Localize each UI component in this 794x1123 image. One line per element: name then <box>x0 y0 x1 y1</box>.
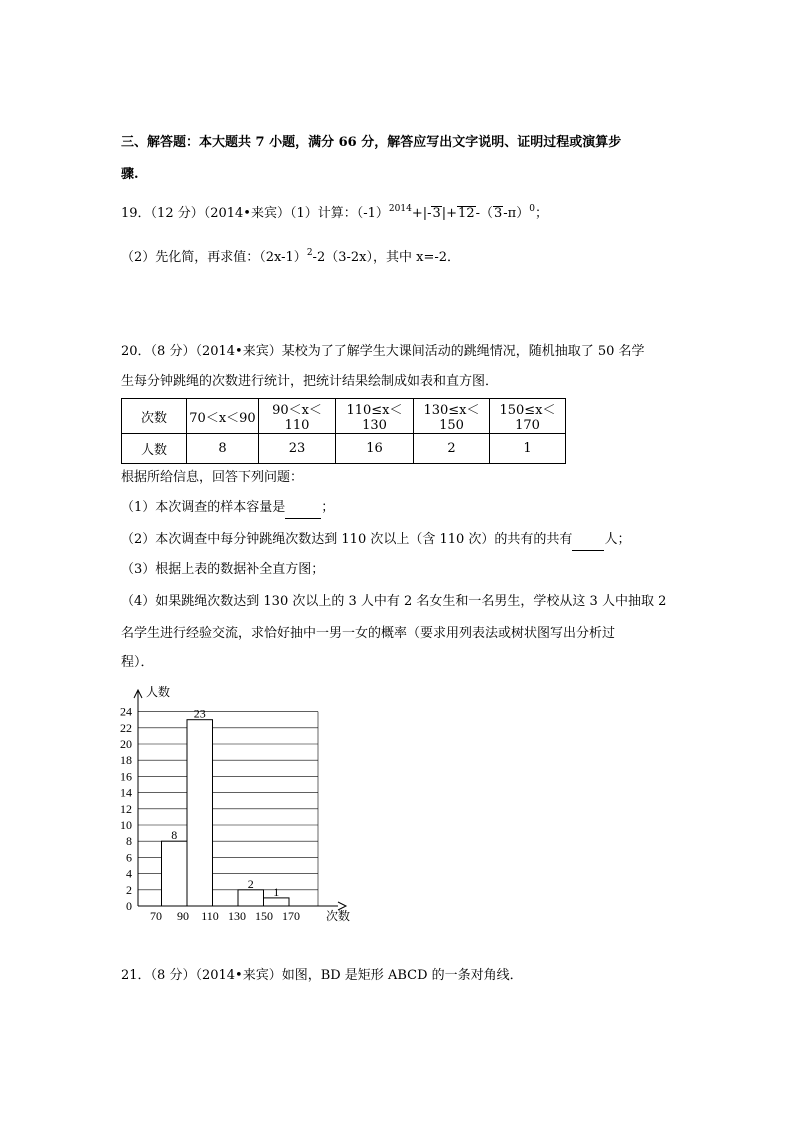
y-tick-label: 12 <box>120 801 132 816</box>
section-heading-cont: 骤. <box>121 167 139 182</box>
table-cell: 8 <box>187 434 259 464</box>
question-20-sub-4c: 程）． <box>121 655 154 670</box>
question-20-intro-2: 生每分钟跳绳的次数进行统计，把统计结果绘制成如表和直方图． <box>121 374 499 389</box>
histogram-bar <box>238 890 264 906</box>
frequency-table <box>121 398 566 464</box>
section-heading: 三、解答题：本大题共 7 小题，满分 66 分，解答应写出文字说明、证明过程或演算步 <box>121 135 622 150</box>
y-tick-label: 8 <box>126 834 132 849</box>
x-tick-label: 170 <box>282 909 300 923</box>
question-21-text: 21．（8 分）（2014•来宾）如图，BD 是矩形 ABCD 的一条对角线． <box>121 968 523 983</box>
table-header-cell: 人数 <box>122 434 187 464</box>
bar-value-label: 2 <box>247 876 254 891</box>
sqrt-3b: 3 <box>494 206 503 221</box>
histogram-bar <box>264 898 290 906</box>
question-19-part-1: 19．（12 分）（2014•来宾）（1）计算：$(-1)^{2014}+|-3|+12-(3-\pi)^0$； <box>121 204 548 221</box>
question-20-sub-2: （2）本次调查中每分钟跳绳次数达到 110 次以上（含 110 次）的共有的共有 人； <box>121 530 630 551</box>
histogram-chart <box>110 680 370 930</box>
bar-value-label: 8 <box>171 828 178 843</box>
sqrt-3: 3 <box>432 206 441 221</box>
question-20-sub-4b: 名学生进行经验交流，求恰好抽中一男一女的概率（要求用列表法或树状图写出分析过 <box>121 626 616 641</box>
y-tick-label: 16 <box>120 769 132 784</box>
table-cell: 16 <box>336 434 414 464</box>
table-row <box>122 434 566 464</box>
answer-blank <box>572 530 604 551</box>
y-tick-label: 0 <box>126 899 132 913</box>
table-cell: 23 <box>259 434 336 464</box>
x-tick-label: 90 <box>177 909 189 923</box>
x-tick-label: 150 <box>255 909 273 923</box>
table-cell: 150≤x＜170 <box>490 399 566 434</box>
y-axis-title: 人数 <box>146 685 171 699</box>
histogram-bar <box>187 720 213 906</box>
question-20-sub-1: （1）本次调查的样本容量是 ； <box>121 498 334 519</box>
histogram-bar <box>162 841 188 906</box>
sqrt-12: 12 <box>458 206 475 221</box>
table-cell: 2 <box>414 434 490 464</box>
table-header-cell: 次数 <box>122 399 187 434</box>
table-cell: 90＜x＜110 <box>259 399 336 434</box>
answer-blank <box>285 498 321 519</box>
x-axis-title: 次数 <box>326 909 351 923</box>
question-20-sub-3: （3）根据上表的数据补全直方图； <box>121 562 325 577</box>
question-19-part-2: （2）先化简，再求值：$(2x-1)^2-2(3-2x)$，其中 x=-2． <box>121 248 460 265</box>
y-tick-label: 20 <box>120 737 132 751</box>
y-tick-label: 6 <box>126 850 132 865</box>
table-cell: 110≤x＜130 <box>336 399 414 434</box>
table-cell: 1 <box>490 434 566 464</box>
y-tick-label: 14 <box>120 785 132 800</box>
question-20-prompt: 根据所给信息，回答下列问题： <box>121 470 304 485</box>
y-tick-label: 2 <box>126 882 132 897</box>
y-tick-label: 18 <box>120 753 132 768</box>
bar-value-label: 1 <box>273 884 280 899</box>
y-tick-label: 22 <box>120 720 132 735</box>
table-cell: 70＜x＜90 <box>187 399 259 434</box>
x-tick-label: 70 <box>150 909 162 923</box>
question-20-intro-1: 20．（8 分）（2014•来宾）某校为了了解学生大课间活动的跳绳情况，随机抽取了 50 名学 <box>121 344 645 359</box>
question-20-sub-4a: （4）如果跳绳次数达到 130 次以上的 3 人中有 2 名女生和一名男生，学校从这 3 人中抽取 2 <box>121 594 667 609</box>
table-row <box>122 399 566 434</box>
y-tick-label: 10 <box>120 818 132 832</box>
y-tick-label: 24 <box>120 704 132 719</box>
table-cell: 130≤x＜150 <box>414 399 490 434</box>
y-tick-label: 4 <box>126 866 132 881</box>
bar-value-label: 23 <box>193 706 206 721</box>
x-tick-label: 110 <box>201 909 219 923</box>
x-tick-label: 130 <box>228 909 246 923</box>
